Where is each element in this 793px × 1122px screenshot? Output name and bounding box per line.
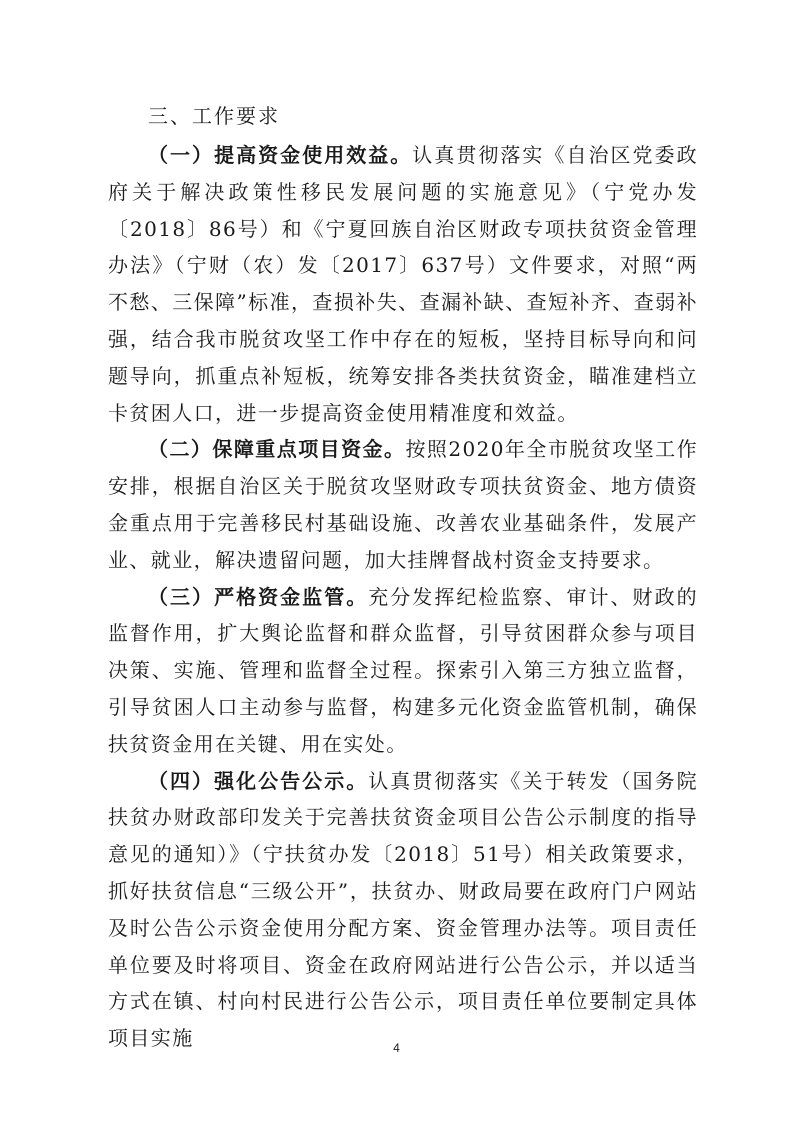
paragraph-1-text: 认真贯彻落实《自治区党委政府关于解决政策性移民发展问题的实施意见》（宁党办发〔2018〕86号）和《宁夏回族自治区财政专项扶贫资金管理办法》（宁财（农）发〔2017〕637号）文件要求，对照“两不愁、三保障”标准，查损补失、查漏补缺、查短补齐、查弱补强，结合我市脱贫攻坚工作中存在的短板，坚持目标导向和问题导向，抓重点补短板，统筹安排各类扶贫资金，瞄准建档立卡贫困人口，进一步提高资金使用精准度和效益。 [108,143,698,425]
paragraph-2-text: 按照2020年全市脱贫攻坚工作安排，根据自治区关于脱贫攻坚财政专项扶贫资金、地方债资金重点用于完善移民村基础设施、改善农业基础条件，发展产业、就业，解决遗留问题，加大挂牌督战村资金支持要求。 [108,437,698,572]
paragraph-3-text: 充分发挥纪检监察、审计、财政的监督作用，扩大舆论监督和群众监督，引导贫困群众参与项目决策、实施、管理和监督全过程。探索引入第三方独立监督，引导贫困人口主动参与监督，构建多元化资金监管机制，确保扶贫资金用在关键、用在实处。 [108,584,698,756]
paragraph-4-text: 认真贯彻落实《关于转发（国务院扶贫办财政部印发关于完善扶贫资金项目公告公示制度的指导意见的通知）》（宁扶贫办发〔2018〕51号）相关政策要求，抓好扶贫信息“三级公开”，扶贫办、财政局要在政府门户网站及时公告公示资金使用分配方案、资金管理办法等。项目责任单位要及时将项目、资金在政府网站进行公告公示，并以适当方式在镇、村向村民进行公告公示，项目责任单位要制定具体项目实施 [108,768,698,1051]
paragraph-3-lead: （三）严格资金监管。 [148,584,369,609]
paragraph-1 [108,137,698,431]
paragraph-2 [108,431,698,578]
paragraph-2-lead: （二）保障重点项目资金。 [148,437,406,462]
paragraph-4 [108,763,698,1057]
document-body [108,137,698,1057]
page-number: 4 [393,1041,400,1055]
section-heading: 三、工作要求 [148,104,280,128]
paragraph-3 [108,579,698,763]
paragraph-1-lead: （一）提高资金使用效益。 [148,143,413,167]
paragraph-4-lead: （四）强化公告公示。 [148,768,369,793]
